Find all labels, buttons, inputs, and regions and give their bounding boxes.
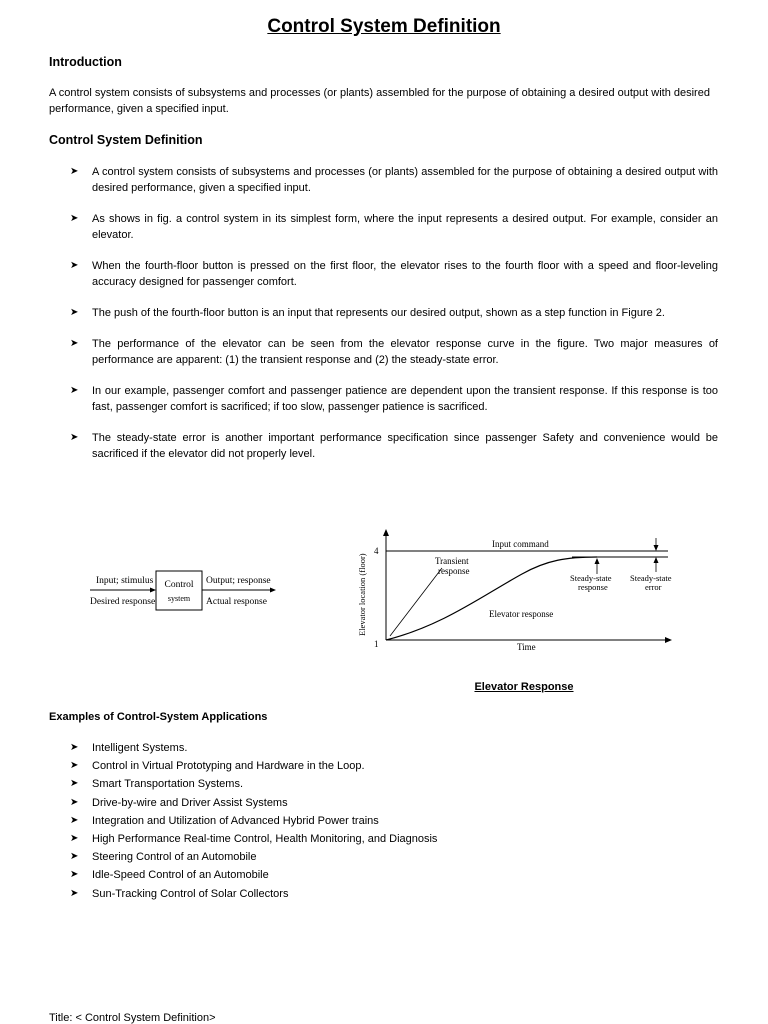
arrow-bullet-icon: ➤ (70, 338, 79, 349)
output-bottom-label: Actual response (206, 597, 267, 607)
elevator-response-curve (386, 557, 597, 640)
page-title: Control System Definition (267, 16, 501, 37)
list-item: ➤ A control system consists of subsystems and processes (or plants) assembled for the purpose of obtaining a desired output with desired performance, given a specified input. (70, 166, 718, 194)
list-item: ➤ Steering Control of an Automobile (70, 848, 670, 866)
arrow-bullet-icon: ➤ (70, 385, 79, 396)
list-item: ➤ Control in Virtual Prototyping and Hardware in the Loop. (70, 757, 670, 775)
definition-heading: Control System Definition (49, 133, 203, 147)
x-axis-arrow-icon (665, 637, 672, 643)
figure-caption: Elevator Response (474, 681, 574, 693)
list-item: ➤ Smart Transportation Systems. (70, 775, 670, 793)
transient-pointer-line (390, 568, 442, 636)
arrow-bullet-icon: ➤ (70, 778, 79, 790)
arrow-bullet-icon: ➤ (70, 851, 79, 863)
arrow-bullet-icon: ➤ (70, 814, 79, 826)
input-arrow-head-icon (150, 588, 156, 593)
list-item: ➤ Drive-by-wire and Driver Assist Systems (70, 794, 670, 812)
examples-list (70, 739, 670, 903)
arrow-bullet-icon: ➤ (70, 742, 79, 753)
intro-paragraph: A control system consists of subsystems and processes (or plants) assembled for the purpose of obtaining a desired output with desired performance, given a specified input. (49, 87, 710, 115)
list-item: ➤ The push of the fourth-floor button is an input that represents our desired output, shown as a step function in Figure 2. (70, 307, 665, 319)
footer-title: Title: < Control System Definition> (49, 1012, 216, 1024)
elevator-response-chart (352, 526, 682, 656)
arrow-bullet-icon: ➤ (70, 307, 79, 318)
arrow-bullet-icon: ➤ (70, 260, 79, 271)
input-command-label: Input command (492, 539, 549, 549)
list-item: ➤ High Performance Real-time Control, Health Monitoring, and Diagnosis (70, 830, 670, 848)
definition-list (70, 164, 718, 477)
list-item: ➤ The performance of the elevator can be seen from the elevator response curve in the figure. Two major measures of performance are apparent: (1) the transient response and (2) the steady-state error. (70, 338, 718, 366)
arrow-bullet-icon: ➤ (70, 760, 79, 772)
x-axis-label: Time (517, 642, 536, 652)
elevator-response-label: Elevator response (489, 609, 554, 619)
steady-error-arrow-top-icon (654, 545, 659, 551)
examples-heading: Examples of Control-System Applications (49, 711, 268, 723)
list-item: ➤ Integration and Utilization of Advanced Hybrid Power trains (70, 812, 670, 830)
steady-response-label-1: Steady-state (570, 573, 612, 583)
arrow-bullet-icon: ➤ (70, 869, 79, 881)
control-system-box (156, 571, 202, 610)
output-arrow-head-icon (270, 588, 276, 593)
steady-response-arrow-icon (595, 558, 600, 564)
arrow-bullet-icon: ➤ (70, 166, 79, 177)
list-item: ➤ Sun-Tracking Control of Solar Collectors (70, 885, 670, 903)
steady-response-label-2: response (578, 582, 608, 592)
y-tick-1: 1 (374, 639, 379, 649)
control-system-block-diagram (88, 568, 278, 618)
list-item: ➤ When the fourth-floor button is pressed on the first floor, the elevator rises to the fourth floor with a speed and floor-leveling accuracy designed for passenger comfort. (70, 260, 718, 288)
list-item: ➤ As shows in fig. a control system in its simplest form, where the input represents a desired output. For example, consider an elevator. (70, 213, 718, 241)
arrow-bullet-icon: ➤ (70, 432, 79, 443)
steady-error-arrow-bottom-icon (654, 557, 659, 563)
list-item: ➤ In our example, passenger comfort and passenger patience are dependent upon the transient response. If this response is too fast, passenger comfort is sacrificed; if too slow, passenger patience is sacrificed. (70, 385, 718, 413)
arrow-bullet-icon: ➤ (70, 833, 79, 845)
box-top-label: Control (164, 580, 194, 590)
transient-label-2: response (438, 566, 470, 576)
list-item: ➤ Idle-Speed Control of an Automobile (70, 866, 670, 884)
input-top-label: Input; stimulus (96, 576, 154, 586)
input-bottom-label: Desired response (90, 597, 156, 607)
intro-heading: Introduction (49, 55, 122, 69)
list-item: ➤ The steady-state error is another important performance specification since passenger Safety and convenience would be sacrificed if the elevator did not properly level. (70, 432, 718, 460)
transient-label-1: Transient (435, 556, 469, 566)
steady-error-label-2: error (645, 582, 662, 592)
box-bottom-label: system (167, 594, 191, 603)
steady-error-label-1: Steady-state (630, 573, 672, 583)
y-axis-label: Elevator location (floor) (357, 553, 367, 636)
output-top-label: Output; response (206, 576, 271, 586)
arrow-bullet-icon: ➤ (70, 887, 79, 899)
arrow-bullet-icon: ➤ (70, 796, 79, 808)
arrow-bullet-icon: ➤ (70, 213, 79, 224)
list-item: ➤ Intelligent Systems. (70, 739, 670, 757)
y-tick-4: 4 (374, 546, 379, 556)
y-axis-arrow-icon (383, 529, 389, 536)
